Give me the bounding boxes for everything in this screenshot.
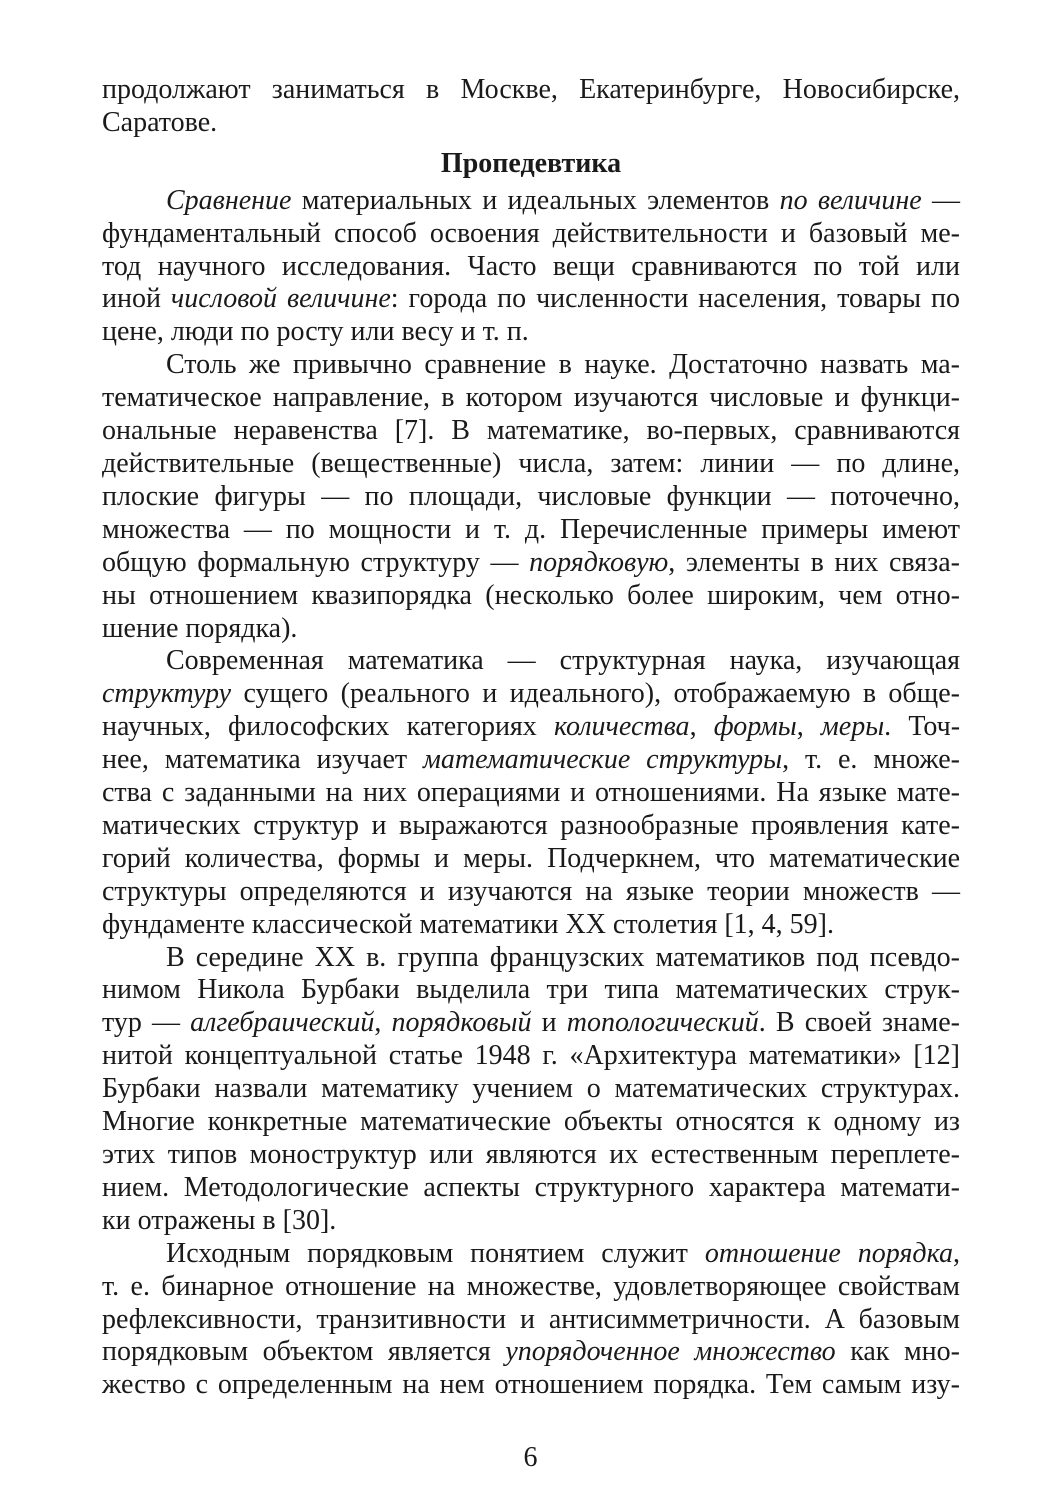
- text-line: фундаментальный способ освоения действительности и базовый ме-: [102, 217, 960, 249]
- text-line: шение порядка).: [102, 612, 298, 644]
- text-span: и: [531, 1007, 567, 1039]
- text-line: [102, 1238, 960, 1271]
- text-line: фундаменте классической математики XX столетия [1, 4, 59].: [102, 908, 834, 940]
- text-line: [102, 1336, 960, 1369]
- text-line: Столь же привычно сравнение в науке. Достаточно назвать ма-: [166, 349, 960, 381]
- text-line: Современная математика — структурная наука, изучающая: [166, 645, 960, 677]
- text-line: [102, 1007, 960, 1040]
- text-line: цене, люди по росту или весу и т. п.: [102, 316, 529, 348]
- paragraph: [102, 942, 960, 1238]
- text-span: ,: [689, 711, 714, 743]
- text-line: тематическое направление, в котором изучаются числовые и функци-: [102, 382, 960, 414]
- text-span: порядковым объектом является: [102, 1336, 506, 1368]
- text-line: [102, 283, 960, 316]
- emphasis: Сравнение: [166, 184, 292, 216]
- text-line: ки отражены в [30].: [102, 1204, 337, 1236]
- text-line: структуры определяются и изучаются на языке теории множеств —: [102, 875, 960, 907]
- text-line: множества — по мощности и т. д. Перечисленные примеры имеют: [102, 513, 960, 545]
- text-span: общую формальную структуру —: [102, 546, 530, 578]
- emphasis: отношение порядка: [704, 1237, 953, 1269]
- emphasis: математические структуры: [423, 744, 783, 776]
- text-line: рефлексивности, транзитивности и антисимметричности. А базовым: [102, 1303, 960, 1335]
- text-span: сущего (реального и идеального), отображаемую в обще-: [231, 678, 960, 710]
- text-span: , т. е. множе-: [782, 744, 960, 776]
- emphasis: алгебраический: [190, 1007, 375, 1039]
- text-line: действительные (вещественные) числа, затем: линии — по длине,: [102, 447, 960, 479]
- text-span: ,: [796, 711, 821, 743]
- text-line: горий количества, формы и меры. Подчеркнем, что математические: [102, 842, 960, 874]
- emphasis: меры: [820, 711, 885, 743]
- page-number: 6: [523, 1442, 538, 1473]
- text-span: . В своей знаме-: [758, 1007, 960, 1039]
- text-line: жество с определенным на нем отношением порядка. Тем самым изу-: [102, 1369, 960, 1401]
- text-line: Многие конкретные математические объекты относятся к одному из: [102, 1106, 960, 1138]
- text-line: нием. Методологические аспекты структурного характера математи-: [102, 1171, 960, 1203]
- text-span: как мно-: [835, 1336, 960, 1368]
- text-line: плоские фигуры — по площади, числовые функции — поточечно,: [102, 480, 960, 512]
- paragraph: [102, 349, 960, 645]
- text-line: [102, 744, 960, 777]
- emphasis: порядковый: [391, 1007, 532, 1039]
- document-page: [102, 74, 960, 1402]
- text-line: ны отношением квазипорядка (несколько более широким, чем отно-: [102, 579, 960, 611]
- paragraph: [102, 645, 960, 941]
- text-line: Бурбаки назвали математику учением о математических структурах.: [102, 1073, 960, 1105]
- text-line: Саратове.: [102, 106, 218, 138]
- text-span: ,: [374, 1007, 392, 1039]
- emphasis: количества: [553, 711, 690, 743]
- text-line: ства с заданными на них операциями и отношениями. На языке мате-: [102, 777, 960, 809]
- emphasis: топологический: [566, 1007, 759, 1039]
- text-line: нимом Никола Бурбаки выделила три типа математических струк-: [102, 974, 960, 1006]
- text-span: . Точ-: [884, 711, 961, 743]
- text-line: тод научного исследования. Часто вещи сравниваются по той или: [102, 250, 960, 282]
- emphasis: формы: [713, 711, 797, 743]
- text-span: нее, математика изучает: [102, 744, 423, 776]
- text-line: продолжают заниматься в Москве, Екатеринбурге, Новосибирске,: [102, 74, 960, 105]
- paragraph: [102, 185, 960, 350]
- text-span: , элементы в них связа-: [668, 546, 960, 578]
- text-line: ональные неравенства [7]. В математике, во-первых, сравниваются: [102, 415, 960, 447]
- text-span: научных, философских категориях: [102, 711, 554, 743]
- emphasis: числовой величине: [170, 283, 391, 315]
- text-span: —: [921, 184, 961, 216]
- text-span: тур —: [102, 1007, 191, 1039]
- text-line: нитой концептуальной статье 1948 г. «Архитектура математики» [12]: [102, 1040, 960, 1072]
- text-line: [102, 711, 960, 744]
- text-line: [102, 547, 960, 580]
- text-line: [102, 185, 960, 218]
- text-span: Исходным порядковым понятием служит: [166, 1237, 705, 1269]
- text-span: : города по численности населения, товары по: [390, 283, 960, 315]
- emphasis: упорядоченное множество: [505, 1336, 836, 1368]
- text-line: матических структур и выражаются разнообразные проявления кате-: [102, 809, 960, 841]
- text-span: ,: [952, 1237, 960, 1269]
- text-line: этих типов моноструктур или являются их естественным переплете-: [102, 1139, 960, 1170]
- emphasis: структуру: [102, 678, 232, 710]
- text-line: [102, 678, 960, 711]
- section-heading: Пропедевтика: [440, 147, 622, 179]
- text-line: т. е. бинарное отношение на множестве, удовлетворяющее свойствам: [102, 1270, 960, 1302]
- text-span: материальных и идеальных элементов: [291, 184, 780, 216]
- text-line: В середине XX в. группа французских математиков под псевдо-: [166, 941, 960, 973]
- paragraph: [102, 1238, 960, 1403]
- emphasis: порядковую: [529, 546, 669, 578]
- text-span: иной: [102, 283, 171, 315]
- emphasis: по величине: [779, 184, 922, 216]
